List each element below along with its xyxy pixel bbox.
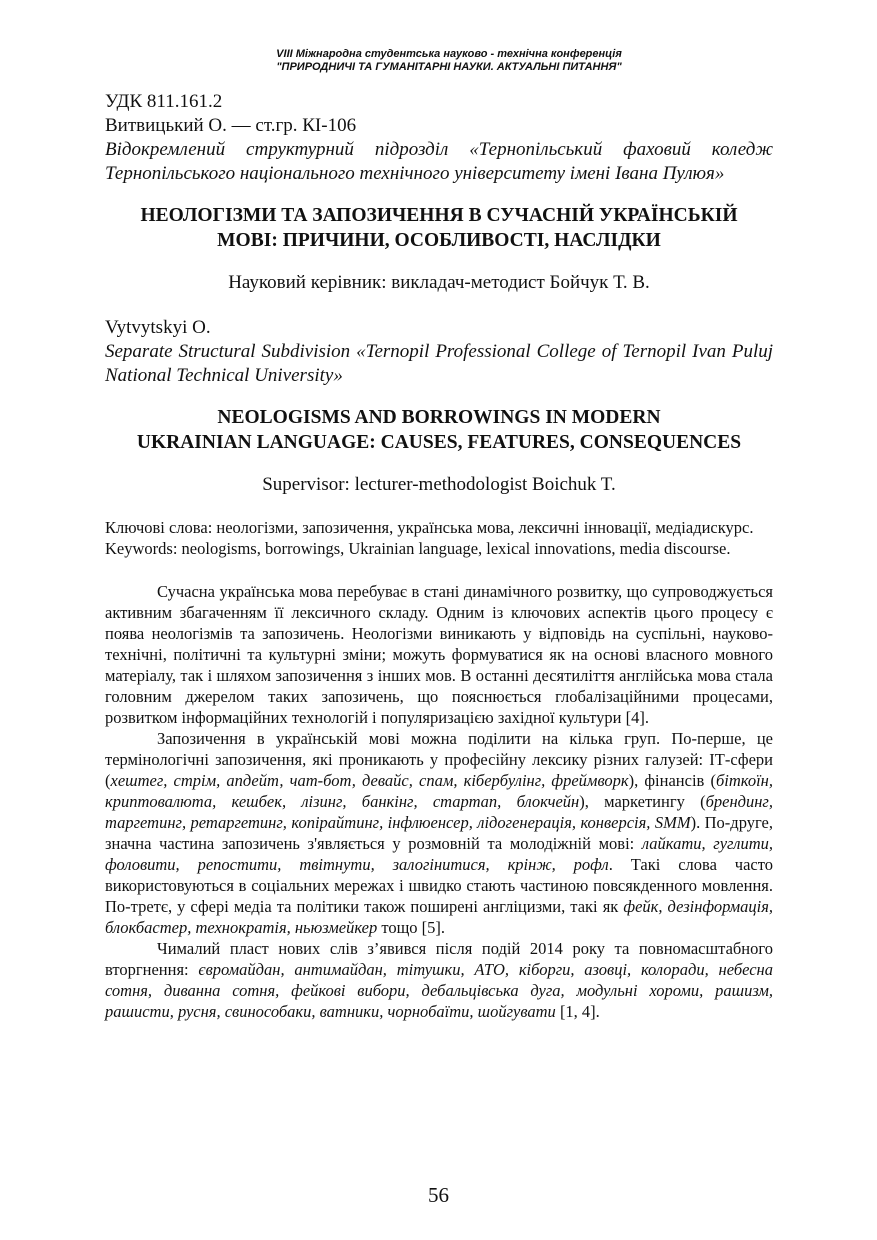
ua-title-line1: НЕОЛОГІЗМИ ТА ЗАПОЗИЧЕННЯ В СУЧАСНІЙ УКРАЇНСЬКІЙ (140, 205, 738, 226)
p2-media-terms: фейк, дезінформація, блокбастер, технократія, ньюзмейкер (105, 897, 773, 937)
conference-header-line1: VIII Міжнародна студентська науково - технічна конференція (276, 48, 622, 60)
en-affiliation: Separate Structural Subdivision «Ternopil Professional College of Ternopil Ivan Puluj National Technical University» (105, 341, 773, 386)
p2-text-e: . Такі слова часто використовуються в соціальних мережах і швидко стають частиною повсякденного мовлення. По-третє, у сфері медіа та політики також поширені англіцизми, такі як (105, 855, 773, 916)
article-body (105, 581, 773, 1022)
paragraph-2 (105, 728, 773, 938)
p3-text-a: Чималий пласт нових слів з’явився після подій 2014 року та повномасштабного вторгнення: (105, 939, 773, 979)
p2-text-c: ), маркетингу ( (579, 792, 706, 811)
p2-text-a: Запозичення в українській мові можна поділити на кілька груп. По-перше, це термінологічні запозичення, які проникають у професійну лексику різних галузей: ІТ-сфери ( (105, 729, 773, 790)
p3-war-terms: євромайдан, антимайдан, тітушки, АТО, кіборги, азовці, колоради, небесна сотня, диванна сотня, фейкові вибори, дебальцівська дуга, модульні хороми, рашизм, рашисти, русня, свинособаки, ватники, чорнобаїти, шойгувати (105, 960, 773, 1021)
page-content (105, 48, 773, 1022)
en-title-line2: UKRAINIAN LANGUAGE: CAUSES, FEATURES, CONSEQUENCES (136, 432, 742, 453)
conference-header-line2: "ПРИРОДНИЧІ ТА ГУМАНІТАРНІ НАУКИ. АКТУАЛЬНІ ПИТАННЯ" (276, 61, 622, 73)
p2-text-b: ), фінансів ( (628, 771, 716, 790)
keywords-block (105, 517, 773, 559)
en-supervisor: Supervisor: lecturer-methodologist Boichuk T. (262, 474, 616, 495)
ua-meta (105, 90, 773, 186)
ua-author: Витвицький О. — ст.гр. КІ-106 (105, 115, 357, 136)
p2-slang-terms: лайкати, гуглити, фоловити, репостити, твітнути, залогінитися, крінж, рофл (105, 834, 773, 874)
p2-marketing-terms: брендинг, таргетинг, ретаргетинг, копірайтинг, інфлюенсер, лідогенерація, конверсія, SMM (105, 792, 773, 832)
conference-header (125, 48, 773, 74)
p2-text-d: ). По-друге, значна частина запозичень з'являється у розмовній та молодіжній мові: (105, 813, 773, 853)
ua-supervisor: Науковий керівник: викладач-методист Бойчук Т. В. (228, 272, 650, 293)
page-number: 56 (428, 1183, 449, 1207)
ua-affiliation: Відокремлений структурний підрозділ «Тернопільський фаховий коледж Тернопільського національного технічного університету імені Івана Пулюя» (105, 139, 773, 184)
p2-it-terms: хештег, стрім, апдейт, чат-бот, девайс, спам, кібербулінг, фреймворк (110, 771, 629, 790)
en-title (105, 405, 773, 455)
en-title-line1: NEOLOGISMS AND BORROWINGS IN MODERN (217, 407, 661, 428)
en-meta (105, 316, 773, 388)
ua-title (105, 203, 773, 253)
keywords-en: Keywords: neologisms, borrowings, Ukrainian language, lexical innovations, media discourse. (105, 539, 731, 558)
p2-text-f: тощо [5]. (377, 918, 446, 937)
keywords-ua: Ключові слова: неологізми, запозичення, українська мова, лексичні інновації, медіадискурс. (105, 518, 754, 537)
en-author: Vytvytskyi O. (105, 317, 211, 338)
udc-code: УДК 811.161.2 (105, 91, 223, 112)
p3-text-b: [1, 4]. (555, 1002, 600, 1021)
paragraph-3 (105, 938, 773, 1022)
paragraph-1: Сучасна українська мова перебуває в стані динамічного розвитку, що супроводжується активним збагаченням її лексичного складу. Одним із ключових аспектів цього процесу є поява неологізмів та запозичень. Неологізми виникають у відповідь на суспільні, науково-технічні, політичні та культурні зміни; можуть формуватися як на основі власного мовного матеріалу, так і шляхом запозичення з інших мов. В останні десятиліття англійська мова стала головним джерелом таких запозичень, що пояснюється глобалізаційними процесами, розвитком інформаційних технологій і популяризацією західної культури [4]. (105, 582, 773, 727)
ua-title-line2: МОВІ: ПРИЧИНИ, ОСОБЛИВОСТІ, НАСЛІДКИ (217, 230, 661, 251)
p2-finance-terms: біткоїн, криптовалюта, кешбек, лізинг, банкінг, стартап, блокчейн (105, 771, 773, 811)
